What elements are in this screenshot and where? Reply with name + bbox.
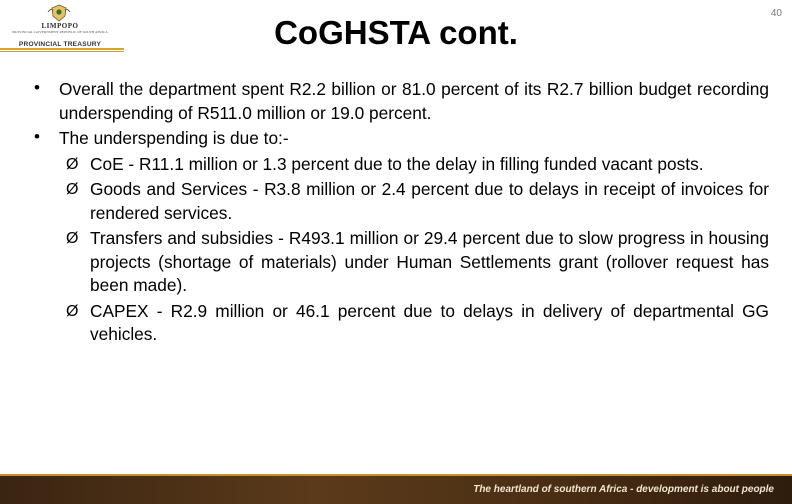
sub-item-text: Transfers and subsidies - R493.1 million or 29.4 percent due to slow progress in housing projects (shortage of materials) under Human Settlements grant (rollover request has been made). bbox=[90, 228, 769, 295]
sub-item-transfers bbox=[34, 227, 769, 298]
arrow-bullet-icon: Ø bbox=[66, 302, 79, 320]
slide-title: CoGHSTA cont. bbox=[274, 14, 518, 51]
footer-slogan: The heartland of southern Africa - development is about people bbox=[473, 484, 774, 495]
arrow-bullet-icon: Ø bbox=[66, 230, 79, 247]
sub-item-text: Goods and Services - R3.8 million or 2.4 percent due to delays in receipt of invoices for rendered services. bbox=[90, 179, 769, 223]
slide-content bbox=[34, 78, 769, 349]
bullet-item bbox=[34, 127, 769, 151]
bullet-mark: • bbox=[34, 78, 40, 97]
sub-item-text: CAPEX - R2.9 million or 46.1 percent due to delays in delivery of departmental GG vehicles. bbox=[90, 300, 769, 344]
logo-line-3: PROVINCIAL TREASURY bbox=[18, 41, 102, 48]
footer-band bbox=[0, 476, 792, 504]
sub-item-capex bbox=[34, 300, 769, 347]
bullet-text: Overall the department spent R2.2 billion or 81.0 percent of its R2.7 billion budget recording underspending of R511.0 million or 19.0 percent. bbox=[59, 79, 769, 123]
footer-stripe bbox=[0, 474, 792, 476]
bullet-text: The underspending is due to:- bbox=[59, 128, 289, 148]
sub-item-goods-services bbox=[34, 178, 769, 225]
arrow-bullet-icon: Ø bbox=[66, 181, 79, 198]
bullet-item bbox=[34, 78, 769, 125]
bullet-mark: • bbox=[34, 127, 40, 146]
arrow-bullet-icon: Ø bbox=[66, 155, 79, 173]
sub-item-coe bbox=[34, 153, 769, 177]
logo-line-2: PROVINCIAL GOVERNMENT REPUBLIC OF SOUTH AFRICA bbox=[12, 30, 108, 34]
page-number: 40 bbox=[770, 8, 782, 19]
sub-item-text: CoE - R11.1 million or 1.3 percent due to the delay in filling funded vacant posts. bbox=[90, 153, 704, 174]
logo-line-1: LIMPOPO bbox=[41, 22, 79, 30]
